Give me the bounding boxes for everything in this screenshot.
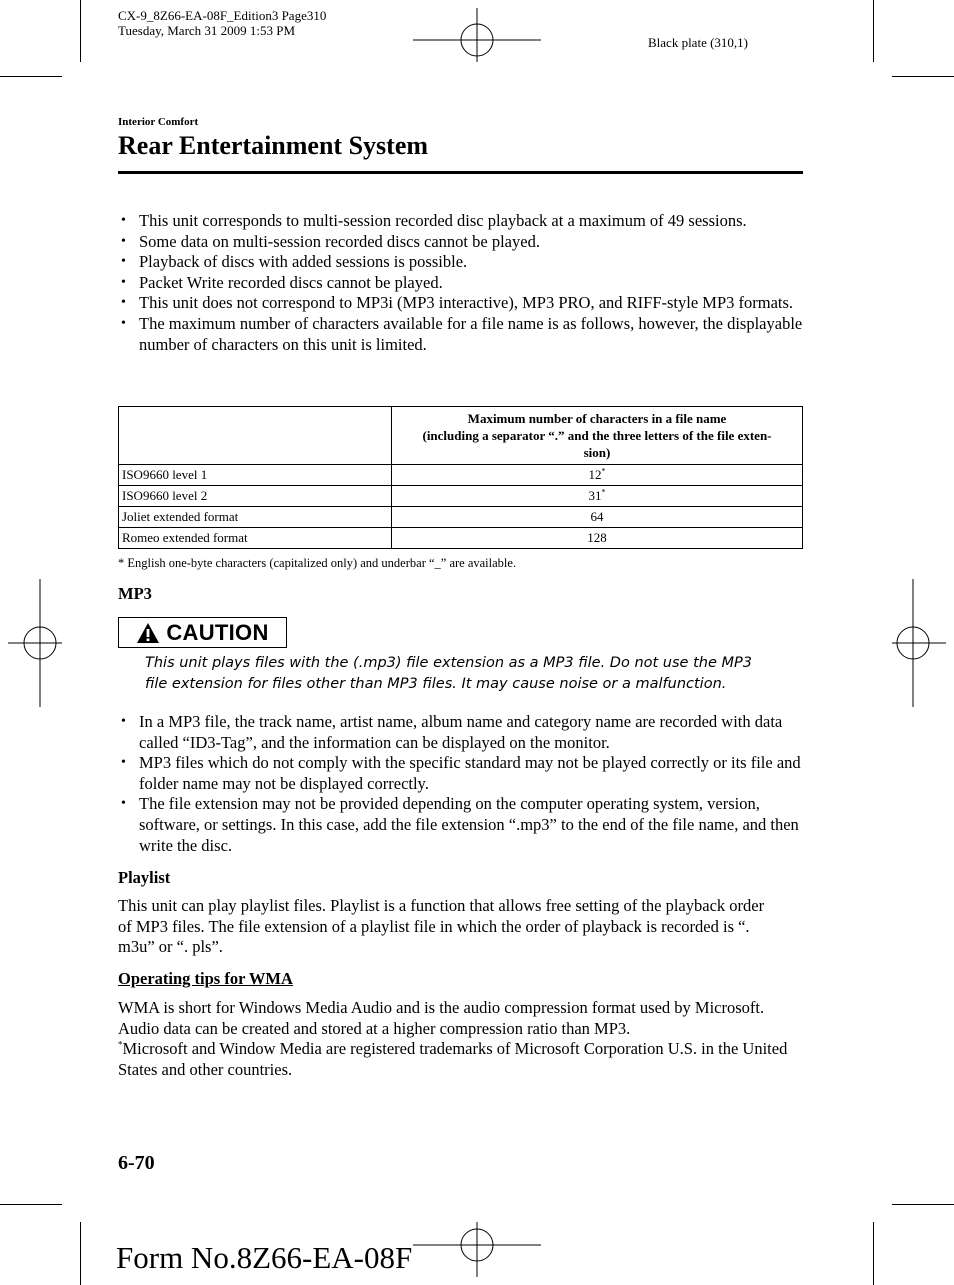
caution-line: This unit plays files with the (.mp3) file extension as a MP3 file. Do not use the MP3 [145, 655, 752, 671]
caution-message [145, 653, 805, 695]
wma-heading: Operating tips for WMA [118, 969, 293, 988]
wma-text-2: Audio data can be created and stored at a higher compression ratio than MP3. [118, 1018, 631, 1038]
plate-label: Black plate (310,1) [648, 35, 748, 50]
table-footnote: * English one-byte characters (capitalized only) and underbar “_” are available. [118, 556, 517, 570]
list-item: • Packet Write recorded discs cannot be played. [118, 273, 808, 294]
list-item: • Some data on multi-session recorded discs cannot be played. [118, 232, 808, 253]
value-cell: 12* [392, 465, 803, 486]
list-item: • MP3 files which do not comply with the specific standard may not be played correctly or its file and folder name may not be displayed correctly. [118, 753, 808, 794]
list-item: • Playback of discs with added sessions is possible. [118, 252, 808, 273]
print-header [118, 8, 326, 38]
wma-text-1: WMA is short for Windows Media Audio and is the audio compression format used by Microsoft. [118, 998, 765, 1017]
list-item: • In a MP3 file, the track name, artist name, album name and category name are recorded with data called “ID3-Tag”, and the information can be displayed on the monitor. [118, 712, 808, 753]
value-cell: 31* [392, 486, 803, 507]
list-item: • The file extension may not be provided depending on the computer operating system, version, software, or settings. In this case, add the file extension “.mp3” to the end of the file name, and then write the disc. [118, 794, 808, 856]
bullet-list-mp3 [118, 712, 808, 856]
format-cell: Joliet extended format [119, 507, 392, 528]
title-rule [118, 171, 803, 174]
table-header-row [119, 407, 803, 465]
format-cell: ISO9660 level 1 [119, 465, 392, 486]
print-header-line1: CX-9_8Z66-EA-08F_Edition3 Page310 [118, 8, 327, 23]
table-row [119, 465, 803, 486]
list-item: • This unit does not correspond to MP3i (MP3 interactive), MP3 PRO, and RIFF-style MP3 formats. [118, 293, 808, 314]
mp3-heading: MP3 [118, 584, 152, 603]
playlist-heading: Playlist [118, 868, 171, 887]
section-label: Interior Comfort [118, 116, 199, 128]
playlist-text: This unit can play playlist files. Playlist is a function that allows free setting of the playback order of MP3 files. The file extension of a playlist file in which the order of playback is recorded is “. m3u” or “. pls”. [118, 896, 765, 957]
caution-box [118, 617, 287, 648]
table-row [119, 486, 803, 507]
table-header-line: (including a separator “.” and the three letters of the file exten- [422, 428, 772, 443]
table-row [119, 528, 803, 549]
form-number: Form No.8Z66-EA-08F [116, 1240, 413, 1275]
list-item: • The maximum number of characters available for a file name is as follows, however, the displayable number of characters on this unit is limited. [118, 314, 808, 355]
format-cell: Romeo extended format [119, 528, 392, 549]
format-cell: ISO9660 level 2 [119, 486, 392, 507]
value-cell: 64 [392, 507, 803, 528]
warning-triangle-icon [136, 622, 160, 644]
print-header-line2: Tuesday, March 31 2009 1:53 PM [118, 23, 296, 38]
page-title: Rear Entertainment System [118, 131, 429, 160]
value-cell: 128 [392, 528, 803, 549]
wma-text-3: *Microsoft and Window Media are registered trademarks of Microsoft Corporation U.S. in the United States and other countries. [118, 1039, 788, 1079]
bullet-list-top [118, 211, 808, 355]
caution-line: file extension for files other than MP3 files. It may cause noise or a malfunction. [145, 676, 727, 692]
caution-label: CAUTION [166, 619, 269, 645]
wma-section [118, 998, 803, 1080]
filename-length-table [118, 406, 803, 549]
page-number: 6-70 [118, 1152, 155, 1174]
table-header-line: Maximum number of characters in a file name [467, 411, 727, 426]
table-row [119, 507, 803, 528]
list-item: • This unit corresponds to multi-session recorded disc playback at a maximum of 49 sessions. [118, 211, 808, 232]
wma-mark: * [118, 1039, 123, 1050]
table-header-max-chars [392, 407, 803, 465]
table-header-empty [119, 407, 392, 465]
table-header-line: sion) [583, 445, 611, 460]
